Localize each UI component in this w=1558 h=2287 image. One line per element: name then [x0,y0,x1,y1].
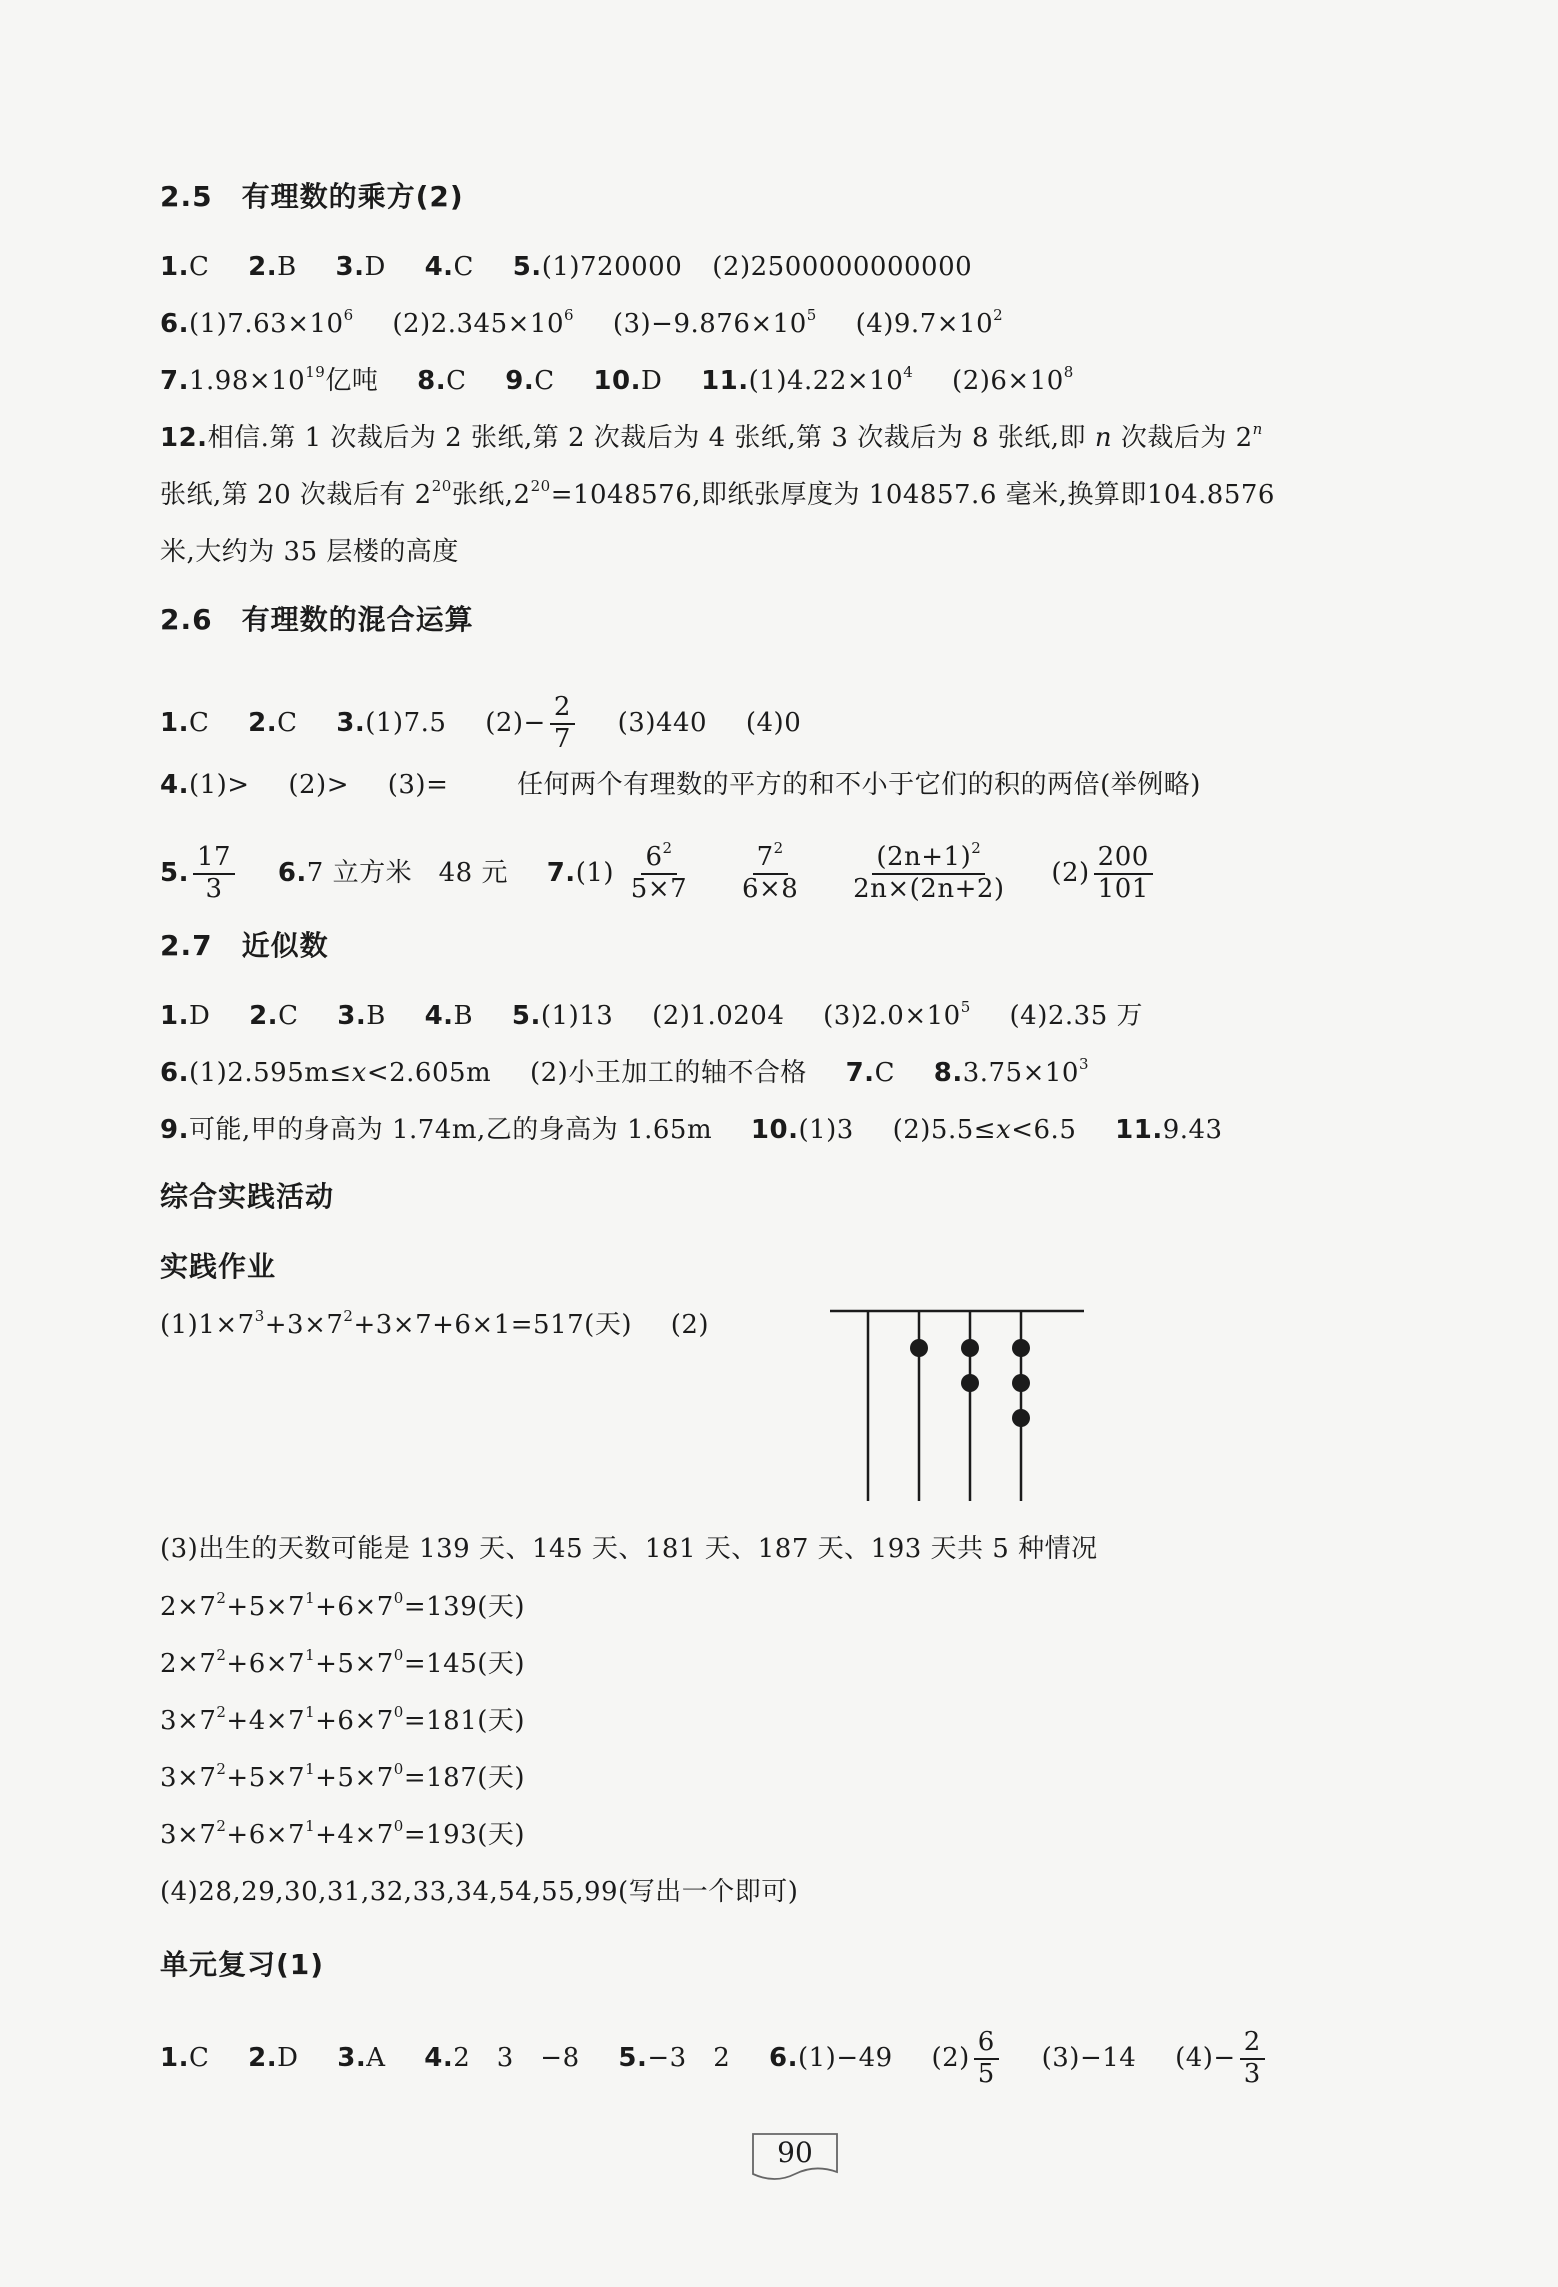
answer-line [160,1056,1089,1090]
question-number: 2. [248,707,278,738]
answer: D [640,366,663,396]
answer: (1)7.63×10 [188,309,344,339]
answer: (2) [931,2042,970,2073]
question-number: 6. [277,857,307,888]
answer: (2)2.345×10 [392,309,565,339]
question-number: 11. [701,366,749,396]
answer: (3)−14 [1041,2042,1137,2073]
answer: (2) [1051,857,1090,888]
answer: (1) [575,857,615,888]
question-number: 1. [160,2042,189,2073]
question-number: 4. [424,252,454,282]
exponent: 2 [993,306,1004,324]
question-number: 4. [160,770,189,800]
answer-line: $(1)1\times 7^3+3\times 7^2+3\times 7+6\times 1=517$(天) (2) [160,1307,710,1340]
answer: (3)= [387,770,449,800]
answer: 3.75×10 [962,1058,1079,1088]
section-title-2-5: 2.5 有理数的乘方(2) [160,180,464,213]
section-title-activity: 综合实践活动 [160,1180,335,1213]
exponent: 8 [1063,363,1074,381]
answer-line [160,478,1275,512]
answer: D [364,252,386,282]
exponent: 6 [343,306,354,324]
answer: C [277,707,298,738]
question-number: 4. [424,2042,454,2073]
page-number: 90 [745,2128,845,2186]
answer: 9.43 [1162,1115,1223,1145]
question-number: 5. [511,1001,541,1031]
answer: (4)2.35 万 [1009,1001,1144,1031]
answer: (2)> [288,770,349,800]
question-number: 5. [512,252,542,282]
answer: A [366,2042,386,2073]
question-number: 2. [248,252,278,282]
answer-line [160,364,1074,398]
exponent: 20 [431,477,452,495]
answer: 7 立方米 48 元 [306,857,508,888]
answer: (3)440 [617,707,708,738]
abacus-bead [961,1374,979,1392]
question-number: 7. [160,366,189,396]
abacus-bead [1012,1339,1030,1357]
exponent: 6 [564,306,575,324]
answer: (1)13 [540,1001,614,1031]
answer: 张纸,第 20 次裁后有 2 [160,480,432,510]
answer: −3 2 [647,2042,731,2073]
answer: (1)720000 [541,252,683,282]
exponent: n [1252,420,1263,438]
answer-line [160,307,1003,341]
exponent: 4 [903,363,914,381]
answer: 任何两个有理数的平方的和不小于它们的积的两倍(举例略) [517,770,1201,800]
answer-line [160,535,459,569]
equation-line: $2\times 7^2+6\times 7^1+5\times 7^0=145$(天) [160,1646,526,1679]
answer: D [188,1001,211,1031]
equation-line: $2\times 7^2+5\times 7^1+6\times 7^0=139$(天) [160,1589,526,1622]
equation-line: $3\times 7^2+5\times 7^1+5\times 7^0=187$(天) [160,1760,526,1793]
answer-line [160,1113,1223,1147]
answer: (3)2.0×10 [823,1001,961,1031]
answer: (3)−9.876×10 [612,309,807,339]
question-number: 7. [845,1058,875,1088]
answer: (4)− [1175,2042,1236,2073]
exponent: 5 [806,306,817,324]
answer: C [188,252,210,282]
abacus-bead [910,1339,928,1357]
answer: C [188,707,210,738]
question-number: 2. [249,1001,279,1031]
answer: C [188,2042,210,2073]
fraction: $\frac{(2n+1)^2}{2n\times(2n+2)}$ [853,839,1005,904]
answer: B [277,252,297,282]
answer: C [534,366,555,396]
question-number: 2. [248,2042,278,2073]
answer: (2)5.5≤ [892,1115,997,1145]
answer: 米,大约为 35 层楼的高度 [160,537,459,567]
question-number: 10. [593,366,641,396]
answer: 可能,甲的身高为 1.74m,乙的身高为 1.65m [188,1115,713,1145]
subsection-title: 实践作业 [160,1250,277,1283]
question-number: 3. [337,2042,367,2073]
answer: =1048576,即纸张厚度为 104857.6 毫米,换算即104.8576 [550,480,1275,510]
equation-line: $3\times 7^2+6\times 7^1+4\times 7^0=193$(天) [160,1817,526,1850]
question-number: 5. [618,2042,648,2073]
question-number: 3. [336,707,366,738]
answer-line [160,999,1143,1033]
answer: B [453,1001,474,1031]
answer: C [446,366,467,396]
question-number: 4. [424,1001,454,1031]
fraction: $\frac{2}{3}$ [1240,2028,1265,2090]
answer: D [277,2042,299,2073]
answer: (1)2.595m≤ [188,1058,352,1088]
answer: (2)小王加工的轴不合格 [529,1058,807,1088]
answer: (2)2500000000000 [712,252,973,282]
answer: 亿吨 [325,366,379,396]
exponent: 19 [305,363,326,381]
answer-line: (4)28,29,30,31,32,33,34,54,55,99(写出一个即可) [160,1877,799,1907]
question-number: 6. [769,2042,798,2073]
fraction: $\frac{6^2}{5\times 7}$ [630,839,688,904]
answer: (1)4.22×10 [748,366,904,396]
abacus-bead [1012,1374,1030,1392]
variable: x [996,1115,1012,1145]
question-number: 11. [1115,1115,1163,1145]
answer: C [278,1001,299,1031]
answer-line [160,2028,1269,2090]
fraction: $\frac{200}{101}$ [1094,843,1153,905]
question-number: 1. [160,252,189,282]
answer: (1)3 [798,1115,854,1145]
answer-line [160,768,1201,802]
answer: 相信.第 1 次裁后为 2 张纸,第 2 次裁后为 4 张纸,第 3 次裁后为 8 张纸,即 [207,423,1095,453]
question-number: 3. [337,1001,367,1031]
answer: (1)7.5 [365,707,447,738]
answer: (2)6×10 [952,366,1064,396]
answer: (4)9.7×10 [855,309,994,339]
section-title-2-6: 2.6 有理数的混合运算 [160,603,474,636]
equation-line: $3\times 7^2+4\times 7^1+6\times 7^0=181$(天) [160,1703,526,1736]
question-number: 6. [160,309,189,339]
answer: 张纸,2 [451,480,531,510]
answer: (2)1.0204 [652,1001,785,1031]
exponent: 3 [1078,1055,1090,1073]
answer: (4)0 [745,707,802,738]
answer: (1)> [188,770,250,800]
question-number: 6. [160,1058,189,1088]
question-number: 10. [750,1115,799,1145]
fraction: $\frac{7^2}{6\times 8}$ [741,839,799,904]
answer-line [160,839,1157,905]
fraction: $\frac{17}{3}$ [193,843,235,905]
exponent: 20 [530,477,551,495]
abacus-figure [820,1305,1090,1515]
question-number: 3. [335,252,365,282]
answer: <6.5 [1011,1115,1077,1145]
answer: 次裁后为 2 [1112,423,1253,453]
section-title-2-7: 2.7 近似数 [160,929,329,962]
fraction: $\frac{6}{5}$ [974,2028,999,2090]
variable: n [1094,423,1113,453]
question-number: 8. [933,1058,963,1088]
question-number: 9. [505,366,535,396]
question-number: 1. [160,1001,189,1031]
question-number: 9. [160,1115,189,1145]
answer: <2.605m [366,1058,492,1088]
answer: B [366,1001,386,1031]
question-number: 1. [160,707,189,738]
answer: 1.98×10 [188,366,306,396]
question-number: 7. [546,857,576,888]
abacus-bead [1012,1409,1030,1427]
question-number: 12. [160,423,208,453]
question-number: 8. [417,366,447,396]
section-title-review: 单元复习(1) [160,1948,325,1981]
answer: (1)−49 [797,2042,893,2073]
answer: (2)− [485,707,546,738]
answer: C [453,252,474,282]
answer-line: (3)出生的天数可能是 139 天、145 天、181 天、187 天、193 天共 5 种情况 [160,1534,1098,1564]
answer-line [160,250,972,284]
variable: x [351,1058,367,1088]
answer-line [160,421,1263,455]
fraction: $\frac{2}{7}$ [550,693,575,755]
abacus-bead [961,1339,979,1357]
answer: 2 3 −8 [453,2042,580,2073]
question-number: 5. [160,857,189,888]
answer: C [874,1058,895,1088]
answer-line [160,693,801,755]
exponent: 5 [960,998,971,1016]
